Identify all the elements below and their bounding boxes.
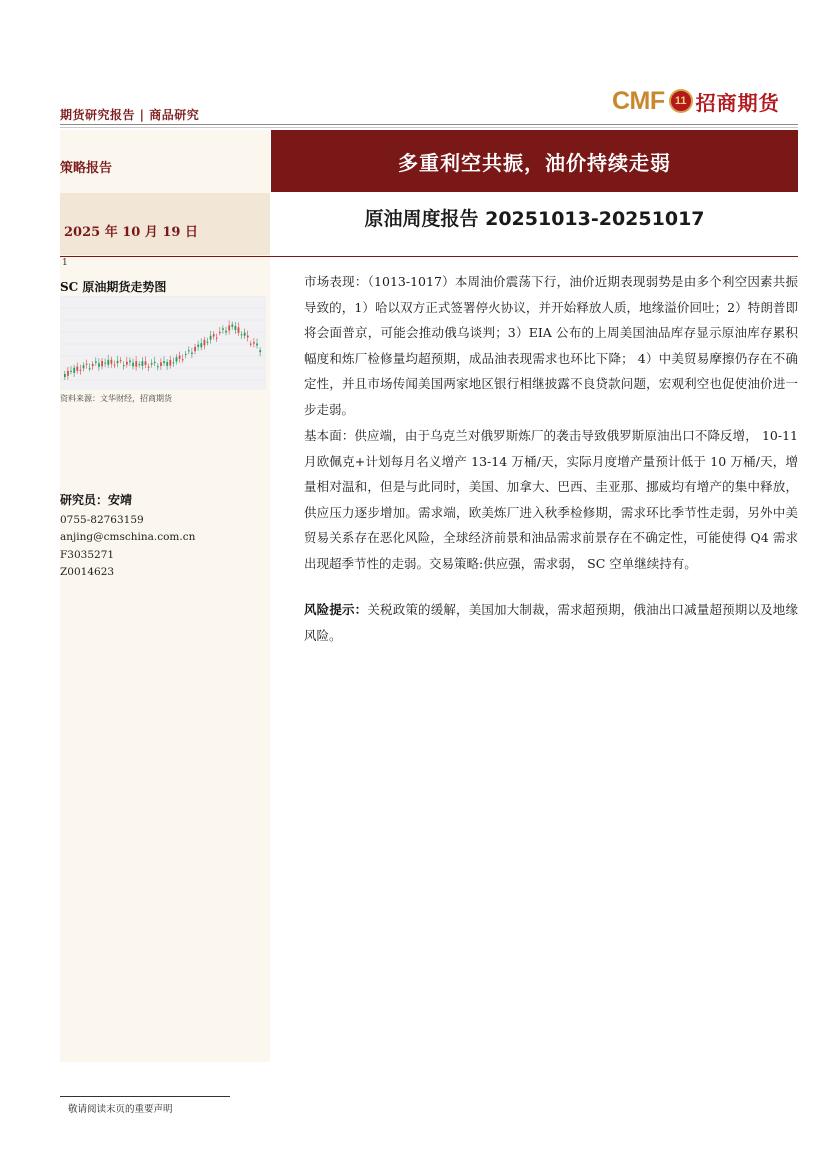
title-banner [271, 130, 798, 192]
footer-divider [60, 1096, 230, 1097]
analyst-phone: 0755-82763159 [60, 514, 144, 526]
license-number: Z0014623 [60, 566, 115, 578]
analyst-name: 研究员：安靖 [60, 493, 133, 507]
header-divider-thin [60, 127, 798, 128]
footer-disclaimer: 敬请阅读末页的重要声明 [68, 1104, 173, 1115]
report-title: 多重利空共振，油价持续走弱 [398, 150, 671, 175]
candlestick-chart-icon [60, 296, 266, 390]
report-category: 期货研究报告 | 商品研究 [60, 108, 200, 122]
analyst-email[interactable]: anjing@cmschina.com.cn [60, 531, 196, 543]
page-marker: 1 [62, 258, 68, 268]
header-divider [60, 124, 798, 125]
section-divider [60, 256, 798, 257]
sidebar-panel [60, 130, 270, 1062]
chart-source: 资料来源：文华财经，招商期货 [60, 394, 172, 403]
fundamental-paragraph: 基本面：供应端，由于乌克兰对俄罗斯炼厂的袭击导致俄罗斯原油出口不降反增， 10-11 月欧佩克+计划每月名义增产 13-14 万桶/天，实际月度增产量预计低于 10 万桶/天，增量相对温和，但是与此同时，美国、加拿大、巴西、圭亚那、挪威均有增产的集中释放，供应压力逐步增加。需求端，欧美炼厂进入秋季检修期，需求环比季节性走弱，另外中美贸易关系存在恶化风险，全球经济前景和油品需求前景存在不确定性，可能使得 Q4 需求出现超季节性的走弱。交易策略:供应强，需求弱， SC 空单继续持有。 [304, 428, 798, 571]
logo-badge-icon: 11 [669, 89, 693, 113]
price-chart [60, 296, 266, 390]
risk-label: 风险提示： [304, 602, 368, 617]
risk-text: 关税政策的缓解，美国加大制裁，需求超预期，俄油出口减量超预期以及地缘风险。 [304, 602, 798, 643]
company-logo [612, 86, 780, 116]
chart-title: SC 原油期货走势图 [60, 280, 167, 294]
risk-paragraph [304, 597, 798, 648]
report-type: 策略报告 [60, 161, 113, 176]
license-number: F3035271 [60, 549, 115, 561]
report-subtitle: 原油周度报告 20251013-20251017 [364, 208, 705, 230]
market-paragraph: 市场表现：（1013-1017）本周油价震荡下行，油价近期表现弱势是由多个利空因素共振导致的，1）哈以双方正式签署停火协议，并开始释放人质，地缘溢价回吐；2）特朗普即将会面普京，可能会推动俄乌谈判；3）EIA 公布的上周美国油品库存显示原油库存累积幅度和炼厂检修量均超预期，成品油表现需求也环比下降； 4）中美贸易摩擦仍存在不确定性，并且市场传闻美国两家地区银行相继披露不良贷款问题，宏观利空也促使油价进一步走弱。 [304, 274, 798, 417]
logo-chinese: 招商期货 [695, 90, 780, 115]
report-date: 2025 年 10 月 19 日 [64, 225, 198, 240]
logo-latin: CMF [612, 86, 665, 115]
